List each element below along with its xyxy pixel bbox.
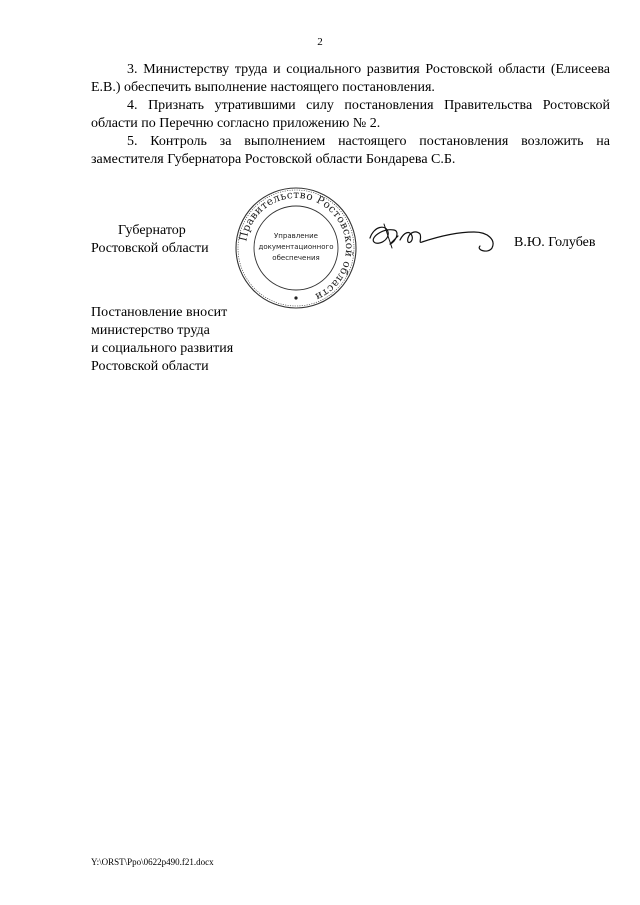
- seal-inner-line2: документационного: [258, 243, 334, 251]
- submitted-line1: Постановление вносит: [91, 305, 228, 320]
- paragraph-4: 4. Признать утратившими силу постановления Правительства Ростовской области по Перечню согласно приложению № 2.: [91, 98, 610, 131]
- seal-star-icon: [294, 296, 297, 299]
- seal-outer-text: Правительство Ростовской области: [237, 188, 356, 303]
- submitted-line4: Ростовской области: [91, 359, 209, 374]
- governor-title-line2: Ростовской области: [91, 241, 209, 256]
- footer-file-path: Y:\ORST\Ppo\0622p490.f21.docx: [91, 857, 214, 867]
- handwritten-signature: [364, 218, 504, 258]
- seal-inner-line1: Управление: [274, 232, 318, 240]
- signer-name: В.Ю. Голубев: [514, 235, 596, 250]
- official-seal: [234, 186, 358, 310]
- governor-title: [91, 222, 251, 258]
- paragraph-3: 3. Министерству труда и социального развития Ростовской области (Елисеева Е.В.) обеспечить выполнение настоящего постановления.: [91, 62, 610, 95]
- governor-title-line1: Губернатор: [118, 223, 186, 238]
- submitted-by-block: [91, 304, 291, 376]
- submitted-line3: и социального развития: [91, 341, 234, 356]
- seal-inner-line3: обеспечения: [272, 254, 320, 262]
- page-number: 2: [317, 36, 323, 48]
- submitted-line2: министерство труда: [91, 323, 210, 338]
- paragraph-5: 5. Контроль за выполнением настоящего постановления возложить на заместителя Губернатора Ростовской области Бондарева С.Б.: [91, 134, 610, 167]
- resolution-body: [91, 61, 610, 169]
